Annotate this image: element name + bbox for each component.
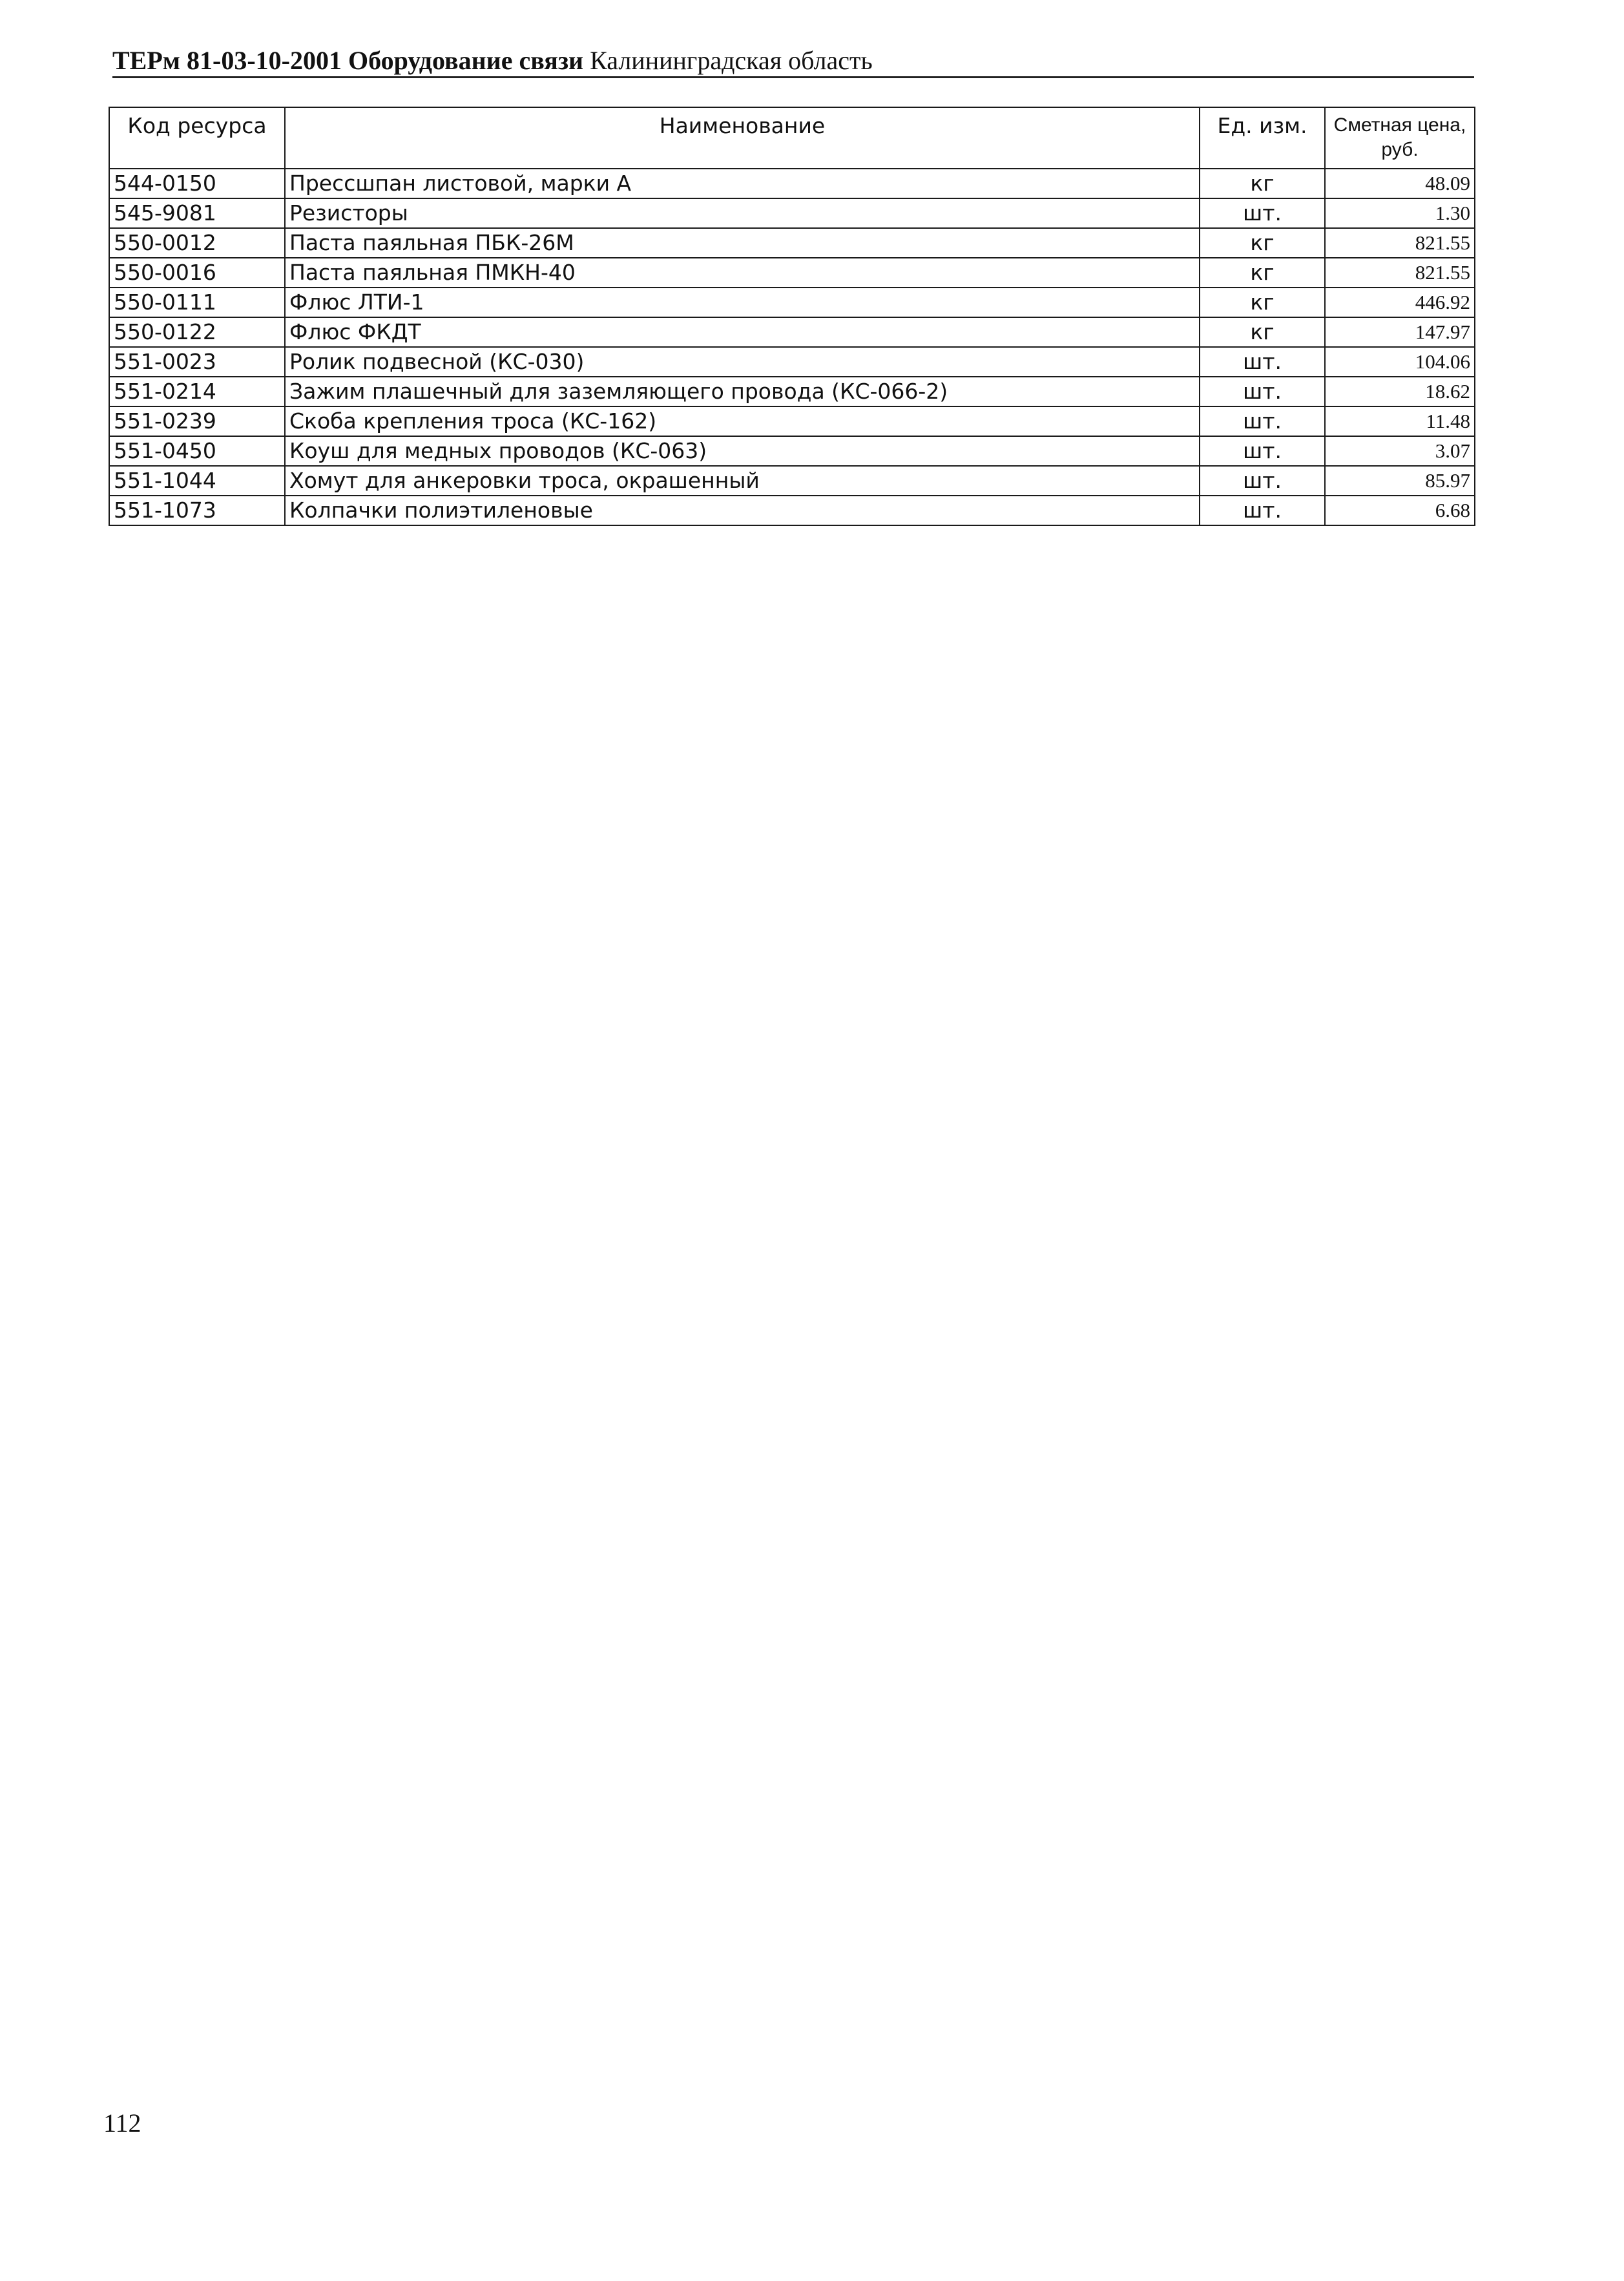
resource-name-cell: Прессшпан листовой, марки А <box>285 169 1200 198</box>
resource-code-cell: 544-0150 <box>109 169 285 198</box>
price-cell: 3.07 <box>1325 436 1475 466</box>
price-cell: 48.09 <box>1325 169 1475 198</box>
price-cell: 6.68 <box>1325 496 1475 525</box>
unit-cell: кг <box>1200 288 1325 317</box>
table-row <box>109 466 1475 496</box>
resource-code-cell: 551-0450 <box>109 436 285 466</box>
unit-cell: кг <box>1200 317 1325 347</box>
price-cell: 1.30 <box>1325 198 1475 228</box>
header-region: Калининградская область <box>590 46 873 75</box>
resource-name-cell: Колпачки полиэтиленовые <box>285 496 1200 525</box>
price-cell: 104.06 <box>1325 347 1475 377</box>
table-row <box>109 317 1475 347</box>
resource-name-cell: Резисторы <box>285 198 1200 228</box>
resource-price-table <box>109 107 1475 526</box>
price-cell: 821.55 <box>1325 258 1475 288</box>
table-row <box>109 406 1475 436</box>
price-cell: 85.97 <box>1325 466 1475 496</box>
price-cell: 446.92 <box>1325 288 1475 317</box>
unit-cell: шт. <box>1200 496 1325 525</box>
column-header-name: Наименование <box>285 107 1200 169</box>
table-row <box>109 258 1475 288</box>
resource-code-cell: 550-0016 <box>109 258 285 288</box>
resource-code-cell: 551-0239 <box>109 406 285 436</box>
unit-cell: кг <box>1200 228 1325 258</box>
resource-code-cell: 551-0023 <box>109 347 285 377</box>
resource-name-cell: Паста паяльная ПБК-26М <box>285 228 1200 258</box>
column-header-code: Код ресурса <box>109 107 285 169</box>
resource-code-cell: 550-0111 <box>109 288 285 317</box>
resource-code-cell: 551-1044 <box>109 466 285 496</box>
resource-code-cell: 551-1073 <box>109 496 285 525</box>
page-header <box>112 45 1474 78</box>
unit-cell: шт. <box>1200 198 1325 228</box>
table-row <box>109 288 1475 317</box>
unit-cell: кг <box>1200 258 1325 288</box>
unit-cell: шт. <box>1200 436 1325 466</box>
resource-name-cell: Хомут для анкеровки троса, окрашенный <box>285 466 1200 496</box>
table-header-row <box>109 107 1475 169</box>
table-row <box>109 347 1475 377</box>
unit-cell: шт. <box>1200 347 1325 377</box>
column-header-unit: Ед. изм. <box>1200 107 1325 169</box>
price-cell: 147.97 <box>1325 317 1475 347</box>
page-number: 112 <box>103 2108 141 2138</box>
resource-name-cell: Зажим плашечный для заземляющего провода (КС-066-2) <box>285 377 1200 406</box>
resource-name-cell: Флюс ЛТИ-1 <box>285 288 1200 317</box>
resource-code-cell: 551-0214 <box>109 377 285 406</box>
header-section: Оборудование связи <box>348 46 584 75</box>
resource-name-cell: Флюс ФКДТ <box>285 317 1200 347</box>
resource-code-cell: 545-9081 <box>109 198 285 228</box>
unit-cell: шт. <box>1200 377 1325 406</box>
table-row <box>109 198 1475 228</box>
resource-code-cell: 550-0122 <box>109 317 285 347</box>
header-code: ТЕРм 81-03-10-2001 <box>112 46 342 75</box>
price-cell: 821.55 <box>1325 228 1475 258</box>
unit-cell: шт. <box>1200 466 1325 496</box>
price-cell: 11.48 <box>1325 406 1475 436</box>
table-body <box>109 169 1475 525</box>
resource-name-cell: Коуш для медных проводов (КС-063) <box>285 436 1200 466</box>
resource-name-cell: Ролик подвесной (КС-030) <box>285 347 1200 377</box>
table-row <box>109 377 1475 406</box>
table-row <box>109 496 1475 525</box>
price-cell: 18.62 <box>1325 377 1475 406</box>
resource-name-cell: Скоба крепления троса (КС-162) <box>285 406 1200 436</box>
column-header-price: Сметная цена, руб. <box>1325 107 1475 169</box>
table-row <box>109 228 1475 258</box>
resource-code-cell: 550-0012 <box>109 228 285 258</box>
unit-cell: шт. <box>1200 406 1325 436</box>
table-row <box>109 169 1475 198</box>
table-row <box>109 436 1475 466</box>
resource-name-cell: Паста паяльная ПМКН-40 <box>285 258 1200 288</box>
unit-cell: кг <box>1200 169 1325 198</box>
